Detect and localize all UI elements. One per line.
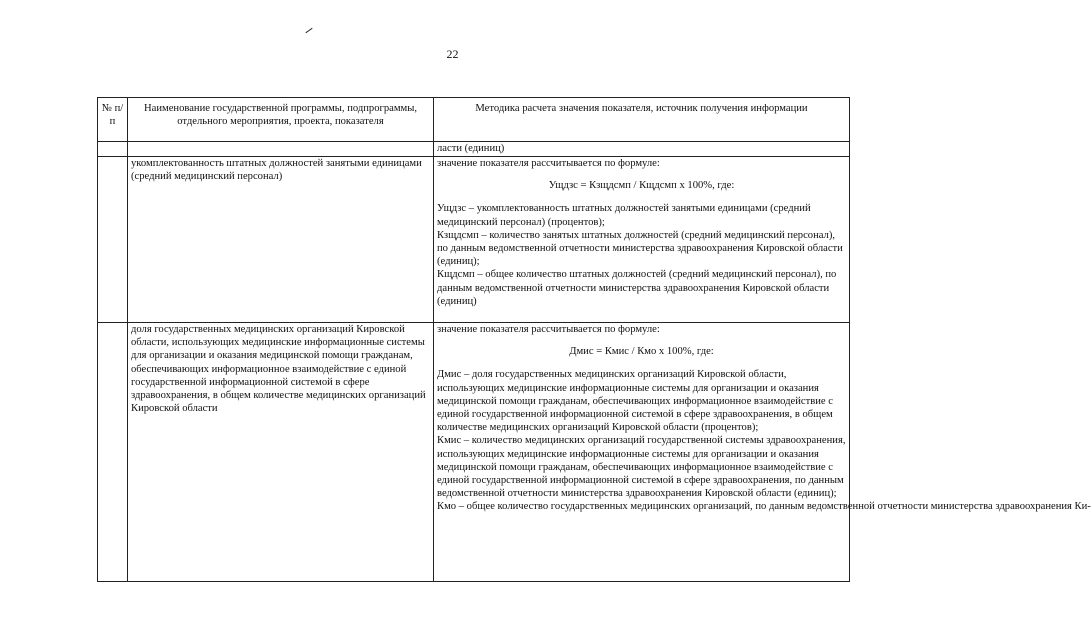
method-line: Дмис – доля государственных медицинских организаций Кировской области, использующих медицинские информационные системы для организации и оказания медицинской помощи гражданам, обеспечивающих информационное взаимодействие с единой государственной информационной системой в сфере здравоохранения, в общем количестве медицинских организаций Кировской области (процентов); [437,369,833,434]
cell-name: доля государственных медицинских организаций Кировской области, использующих медицинские информационные системы для организации и оказания медицинской помощи гражданам, обеспечивающих информационное взаимодействие с единой государственной информационной системой в сфере здравоохранения, в общем количестве медицинских организаций Кировской области [128,323,434,582]
cell-num [98,323,128,582]
method-line: Кщдсмп – общее количество штатных должностей (средний медицинский персонал), по данным ведомственной отчетности министерства здравоохранения Кировской области (единиц) [437,269,837,307]
cell-num [98,157,128,323]
cell-method [434,323,1091,582]
table-row [98,157,850,323]
page-number: 22 [446,47,459,61]
method-intro: значение показателя рассчитывается по формуле: [437,158,660,169]
table-row [98,323,850,582]
formula: Дмис = Кмис / Кмо х 100%, где: [569,346,714,358]
cell-method [434,142,850,157]
cell-num [98,142,128,157]
cell-method [434,157,850,323]
cell-name: укомплектованность штатных должностей занятыми единицами (средний медицинский персонал) [128,157,434,323]
method-line: Кмо – общее количество государственных медицинских организаций, по данным ведомственной отчетности министерства здравоохранения Ки- [437,501,1091,513]
table-row [98,142,850,157]
method-line: ласти (единиц) [437,143,505,154]
cell-name [128,142,434,157]
indicator-table [97,97,1091,582]
method-line: Ущдзс – укомплектованность штатных должностей занятыми единицами (средний медицинский персонал) (процентов); [437,203,811,228]
pen-mark [305,28,312,33]
table-header-row [98,98,850,142]
method-line: Кмис – количество медицинских организаций государственной системы здравоохранения, использующих медицинские информационные системы для организации и оказания медицинской помощи гражданам, обеспечивающих информационное взаимодействие с единой государственной информационной системой в сфере здравоохранения, по данным ведомственной отчетности министерства здравоохранения Кировской области (единиц); [437,435,846,500]
header-name: Наименование государственной программы, подпрограммы, отдельного мероприятия, проекта, показателя [128,98,434,142]
method-intro: значение показателя рассчитывается по формуле: [437,324,660,335]
header-method: Методика расчета значения показателя, источник получения информации [434,98,850,142]
formula: Ущдзс = Кзщдсмп / Кщдсмп х 100%, где: [548,180,735,192]
header-num: № п/п [98,98,128,142]
method-line: Кзщдсмп – количество занятых штатных должностей (средний медицинский персонал), по данным ведомственной отчетности министерства здравоохранения Кировской области (единиц); [437,229,843,268]
